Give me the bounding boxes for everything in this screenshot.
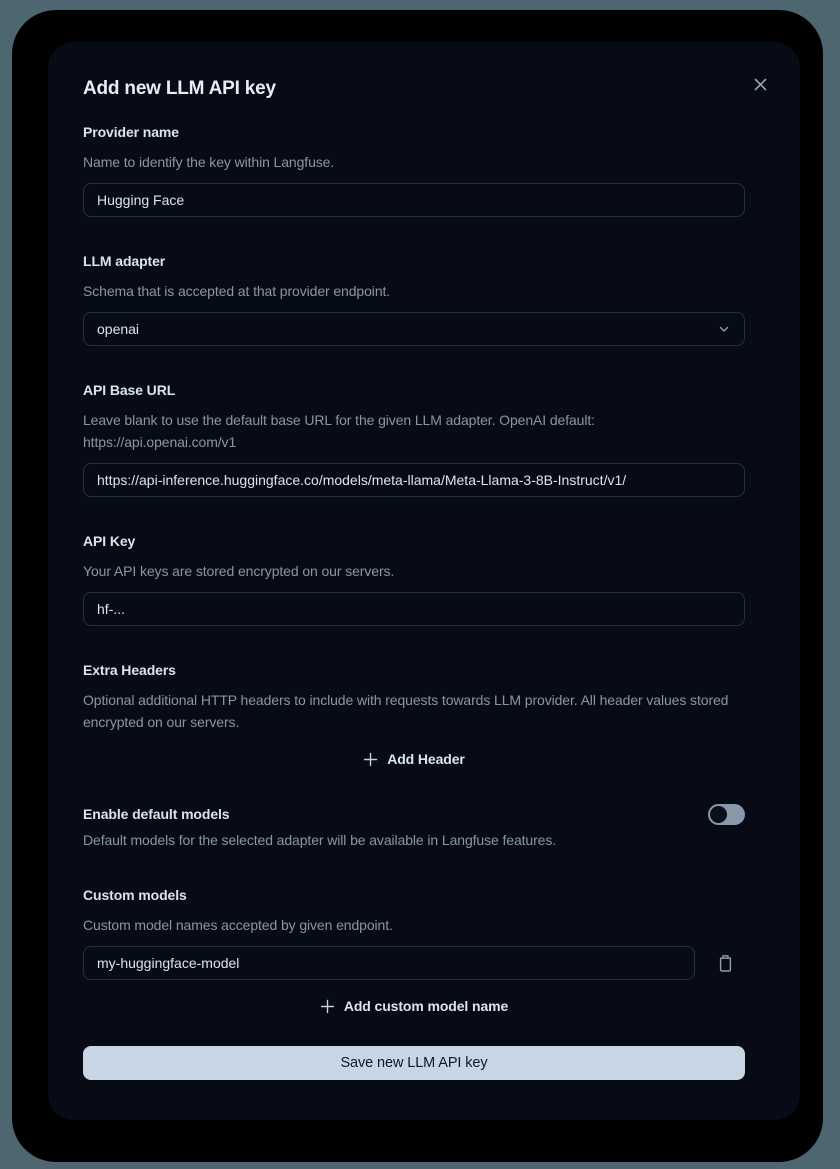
llm-adapter-description: Schema that is accepted at that provider endpoint.	[83, 283, 391, 299]
llm-api-key-form	[83, 122, 745, 1016]
toggle-knob	[710, 806, 727, 823]
plus-icon	[363, 752, 378, 767]
add-custom-model-button-label: Add custom model name	[343, 998, 509, 1014]
add-llm-api-key-dialog	[48, 42, 800, 1120]
add-header-button[interactable]	[363, 749, 465, 769]
llm-adapter-selected-value: openai	[97, 321, 140, 337]
enable-default-models-description: Default models for the selected adapter will be available in Langfuse features.	[83, 832, 557, 848]
field-llm-adapter	[83, 251, 745, 346]
api-base-url-input[interactable]	[83, 463, 745, 497]
provider-name-description: Name to identify the key within Langfuse.	[83, 154, 335, 170]
llm-adapter-label: LLM adapter	[83, 253, 166, 269]
api-key-description: Your API keys are stored encrypted on our servers.	[83, 563, 395, 579]
field-api-base-url	[83, 380, 745, 497]
enable-default-models-label: Enable default models	[83, 806, 230, 822]
llm-adapter-select[interactable]	[83, 312, 745, 346]
trash-icon	[717, 954, 734, 973]
api-key-input[interactable]	[83, 592, 745, 626]
custom-models-label: Custom models	[83, 887, 187, 903]
api-base-url-description: Leave blank to use the default base URL for the given LLM adapter. OpenAI default: https://api.openai.com/v1	[83, 412, 595, 450]
field-api-key	[83, 531, 745, 626]
api-key-label: API Key	[83, 533, 136, 549]
close-button[interactable]	[748, 72, 772, 96]
add-header-button-label: Add Header	[387, 751, 465, 767]
field-provider-name	[83, 122, 745, 217]
custom-model-row	[83, 946, 745, 980]
custom-model-name-input[interactable]	[83, 946, 695, 980]
plus-icon	[320, 999, 335, 1014]
extra-headers-label: Extra Headers	[83, 662, 176, 678]
custom-models-description: Custom model names accepted by given endpoint.	[83, 917, 393, 933]
delete-custom-model-button[interactable]	[717, 954, 734, 973]
add-custom-model-button[interactable]	[320, 996, 508, 1016]
extra-headers-description: Optional additional HTTP headers to include with requests towards LLM provider. All header values stored encrypted on our servers.	[83, 692, 729, 730]
x-icon	[753, 77, 768, 92]
provider-name-label: Provider name	[83, 124, 179, 140]
field-enable-default-models	[83, 803, 745, 851]
enable-default-models-toggle[interactable]	[708, 804, 745, 825]
field-custom-models	[83, 885, 745, 1016]
dialog-title: Add new LLM API key	[83, 78, 276, 99]
save-button[interactable]: Save new LLM API key	[83, 1046, 745, 1080]
chevron-down-icon	[717, 322, 731, 336]
api-base-url-label: API Base URL	[83, 382, 176, 398]
field-extra-headers	[83, 660, 745, 769]
provider-name-input[interactable]	[83, 183, 745, 217]
